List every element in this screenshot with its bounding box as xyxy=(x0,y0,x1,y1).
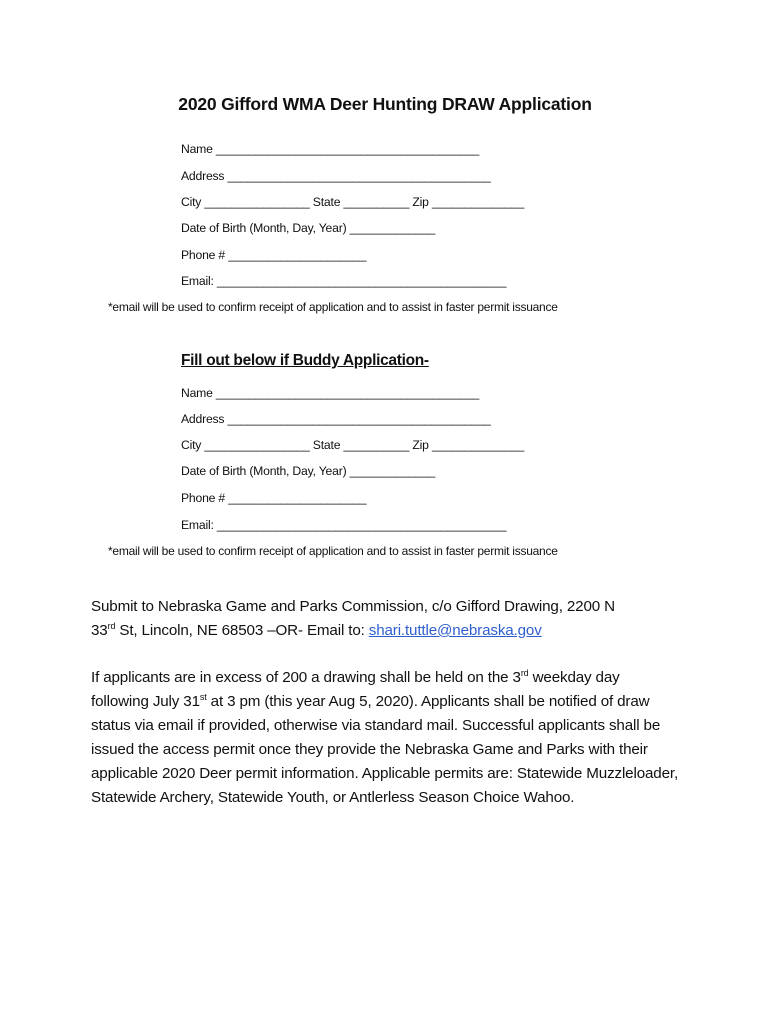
buddy-email-field[interactable]: Email: ____________________________________________ xyxy=(181,518,507,532)
submit-paragraph xyxy=(91,595,681,643)
date-of-birth-field[interactable]: Date of Birth (Month, Day, Year) _____________ xyxy=(181,221,436,235)
drawing-text-3: at 3 pm (this year Aug 5, 2020). Applicants shall be notified of draw status via email if provided, otherwise via standard mail. Successful applicants shall be issued the access permit once they provide the Nebraska Game and Parks with their applicable 2020 Deer permit information. Applicable permits are: Statewide Muzzleloader, Statewide Archery, Statewide Youth, or Antlerless Season Choice Wahoo. xyxy=(91,693,679,806)
buddy-email-note: *email will be used to confirm receipt of application and to assist in faster permit issuance xyxy=(108,544,558,558)
buddy-phone-field[interactable]: Phone # _____________________ xyxy=(181,491,367,505)
drawing-text-2: weekday day following July 31 xyxy=(91,669,620,710)
buddy-city-state-zip-field[interactable]: City ________________ State __________ Zip ______________ xyxy=(181,438,525,452)
submit-line-2: St, Lincoln, NE 68503 –OR- Email to: xyxy=(115,622,369,639)
ordinal-suffix-rd: rd xyxy=(520,668,529,678)
address-field[interactable]: Address ________________________________________ xyxy=(181,169,491,183)
ordinal-suffix-st: st xyxy=(199,692,207,702)
street-number: 33 xyxy=(91,622,108,639)
phone-field[interactable]: Phone # _____________________ xyxy=(181,248,367,262)
buddy-heading: Fill out below if Buddy Application- xyxy=(181,352,429,369)
email-field[interactable]: Email: ____________________________________________ xyxy=(181,274,507,288)
city-state-zip-field[interactable]: City ________________ State __________ Zip ______________ xyxy=(181,195,525,209)
submit-line-1: Submit to Nebraska Game and Parks Commission, c/o Gifford Drawing, 2200 N xyxy=(91,598,615,615)
page-title: 2020 Gifford WMA Deer Hunting DRAW Application xyxy=(178,94,592,114)
email-note: *email will be used to confirm receipt of application and to assist in faster permit issuance xyxy=(108,300,558,314)
buddy-name-field[interactable]: Name ________________________________________ xyxy=(181,386,480,400)
buddy-address-field[interactable]: Address ________________________________________ xyxy=(181,412,491,426)
email-link[interactable]: shari.tuttle@nebraska.gov xyxy=(368,622,542,639)
drawing-text-1: If applicants are in excess of 200 a drawing shall be held on the 3 xyxy=(91,669,521,686)
name-field[interactable]: Name ________________________________________ xyxy=(181,142,480,156)
street-number-suffix: rd xyxy=(107,621,116,631)
drawing-paragraph xyxy=(91,666,681,810)
buddy-date-of-birth-field[interactable]: Date of Birth (Month, Day, Year) _____________ xyxy=(181,464,436,478)
